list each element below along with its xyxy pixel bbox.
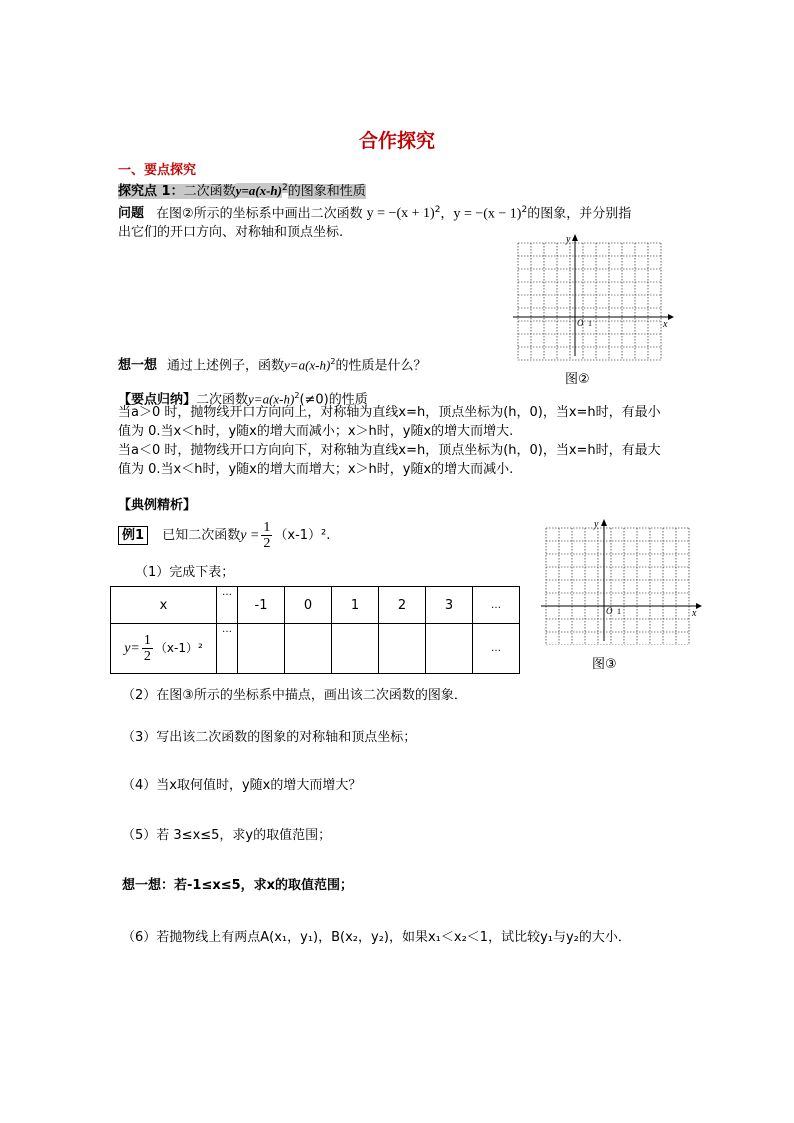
table-cell[interactable]: … — [473, 624, 520, 674]
page-title: 合作探究 — [358, 130, 435, 152]
x-label: x — [663, 319, 668, 330]
think-text-post: 的性质是什么？ — [335, 358, 427, 374]
question-3: （3）写出该二次函数的图象的对称轴和顶点坐标； — [122, 730, 417, 745]
summary-formula: y=a(x-h) — [248, 391, 295, 407]
example-y: y = — [240, 528, 260, 543]
table-header-row — [111, 587, 520, 624]
point-text-pre: 二次函数 — [183, 184, 236, 200]
question-5: （5）若 3≤x≤5，求y的取值范围； — [122, 828, 332, 843]
table-header-cell: … — [217, 587, 238, 624]
unit-label: 1 — [617, 607, 621, 616]
point-formula: y=a(x-h) — [235, 183, 282, 199]
example-text-pre: 已知二次函数 — [162, 528, 241, 543]
row-fraction-num: 1 — [143, 633, 151, 648]
problem-line-2: 出它们的开口方向、对称轴和顶点坐标. — [118, 225, 344, 240]
table-header-cell: 2 — [379, 587, 426, 624]
row-label-y: y= — [124, 641, 140, 656]
y-axis-arrow — [601, 519, 607, 526]
table-row — [111, 624, 520, 674]
y-label: y — [594, 519, 599, 530]
problem-label: 问题 — [118, 206, 145, 222]
example-text-post: （x-1）². — [274, 528, 331, 543]
row-fraction-den: 2 — [143, 649, 151, 664]
table-header-cell: 0 — [285, 587, 332, 624]
think-formula: y=a(x-h) — [284, 357, 331, 373]
unit-label: 1 — [588, 319, 592, 328]
think-question: 想一想：若-1≤x≤5，求x的取值范围； — [122, 878, 354, 893]
origin-label: O — [606, 606, 613, 616]
y-label: y — [566, 234, 571, 245]
fraction-half — [261, 520, 272, 551]
value-table — [110, 586, 520, 674]
question-2: （2）在图③所示的坐标系中描点，画出该二次函数的图象． — [122, 688, 467, 703]
summary-sup: 2 — [294, 391, 300, 400]
question-6: （6）若抛物线上有两点A(x₁，y₁)，B(x₂，y₂)，如果x₁＜x₂＜1，试比较y₁与y₂的大小． — [122, 930, 631, 945]
section-heading: 一、要点探究 — [118, 163, 197, 178]
grid-lines — [546, 528, 689, 645]
point-label: 探究点 1： — [118, 184, 184, 200]
think-label: 想一想 — [118, 358, 158, 374]
table-header-cell: 1 — [332, 587, 379, 624]
table-row-label — [111, 624, 217, 674]
problem-line-1: 问题 在图②所示的坐标系中画出二次函数 $y = -(x + 1)^2$，$y = -(x - 1)^2$的图象，并分别指 — [118, 205, 632, 222]
question-1: （1）完成下表； — [135, 565, 235, 580]
exploration-point-1 — [118, 180, 366, 200]
problem-text-pre: 在图②所示的坐标系中画出二次函数 — [156, 206, 363, 222]
point-text-post: 的图象和性质 — [287, 184, 366, 200]
grid-lines — [518, 243, 661, 360]
table-header-cell: x — [111, 587, 217, 624]
table-cell[interactable] — [426, 624, 473, 674]
row-fraction — [142, 633, 153, 664]
row-label-post: （x-1）² — [154, 641, 203, 655]
table-cell[interactable] — [238, 624, 285, 674]
function-1: y = −(x + 1) — [366, 206, 435, 222]
summary-line-2: 值为 0.当x＜h时，y随x的增大而减小；x＞h时，y随x的增大而增大. — [118, 424, 514, 439]
function-2: y = −(x − 1) — [453, 206, 522, 222]
table-cell[interactable] — [285, 624, 332, 674]
summary-line-4: 值为 0.当x＜h时，y随x的增大而增大；x＞h时，y随x的增大而减小. — [118, 462, 514, 477]
problem-text-post: 的图象，并分别指 — [527, 206, 632, 222]
summary-label: 【要点归纳】 — [118, 392, 197, 408]
think-line — [118, 353, 426, 374]
caption-fig3: 图③ — [592, 657, 617, 672]
fraction-num: 1 — [263, 520, 271, 535]
summary-line-1: 当a＞0 时，抛物线开口方向向上，对称轴为直线x=h，顶点坐标为(h，0)，当x=h时，有最小 — [118, 405, 661, 420]
fraction-den: 2 — [263, 536, 271, 551]
table-header-cell: 3 — [426, 587, 473, 624]
question-4: （4）当x取何值时，y随x的增大而增大？ — [122, 778, 362, 793]
think-sup: 2 — [330, 357, 336, 366]
function-2-sup: 2 — [521, 205, 528, 215]
x-axis-arrow — [668, 314, 674, 320]
table-cell[interactable] — [332, 624, 379, 674]
table-header-cell: … — [473, 587, 520, 624]
example-1 — [118, 520, 330, 551]
origin-label: O — [577, 318, 584, 328]
table-cell[interactable] — [379, 624, 426, 674]
coordinate-grid-fig3 — [538, 515, 703, 645]
summary-line-3: 当a＜0 时，抛物线开口方向向下，对称轴为直线x=h，顶点坐标为(h，0)，当x=h时，有最大 — [118, 443, 661, 458]
summary-head-pre: 二次函数 — [196, 392, 249, 408]
point-sup: 2 — [282, 183, 288, 193]
y-axis-arrow — [572, 234, 578, 241]
x-axis-arrow — [696, 603, 702, 609]
example-label: 例1 — [118, 526, 148, 545]
summary-head-post: (≠0)的性质 — [299, 392, 368, 408]
caption-fig2: 图② — [565, 372, 590, 387]
table-cell[interactable]: … — [217, 624, 238, 674]
x-label: x — [692, 608, 697, 619]
coordinate-grid-fig2 — [510, 232, 675, 362]
function-1-sup: 2 — [434, 205, 441, 215]
examples-heading: 【典例精析】 — [118, 498, 197, 513]
think-text-pre: 通过上述例子，函数 — [167, 358, 285, 374]
table-header-cell: -1 — [238, 587, 285, 624]
